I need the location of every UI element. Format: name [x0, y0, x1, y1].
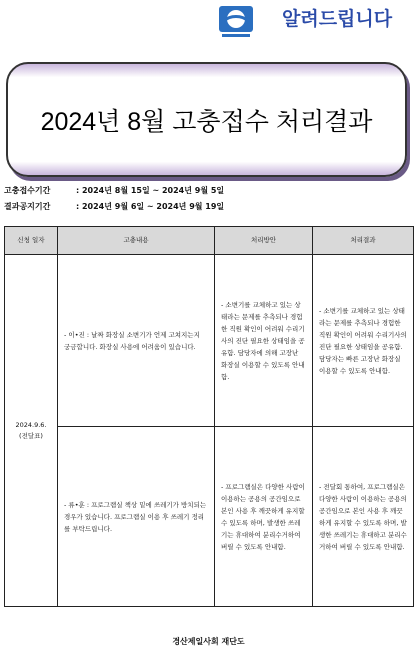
handling-result: - 소변기를 교체하고 있는 상태라는 문제를 추측되나 경험한 직원 확인이 어려워 수리기사의 진단 필요한 상태임을 공유함. 담당자는 빠른 고장난 화장실 이용할 수 있도록 안내함. [313, 255, 414, 427]
complaint-table [4, 226, 414, 607]
page-title: 2024년 8월 고충접수 처리결과 [40, 108, 373, 136]
announce-period [4, 201, 224, 212]
announce-period-label: 결과공지기간 [4, 202, 51, 211]
table-row [5, 255, 414, 427]
receipt-period [4, 185, 224, 196]
table-row [5, 427, 414, 607]
header-content: 고충내용 [58, 227, 215, 255]
receipt-period-label: 고충접수기간 [4, 186, 51, 195]
notice-title: 알려드립니다 [282, 8, 393, 30]
announce-period-value: : 2024년 9월 6일 ~ 2024년 9월 19일 [76, 202, 225, 211]
handling-plan: - 프로그램실은 다양한 사람이 이용하는 공용의 공간임으로 본인 사용 후 깨끗하게 유지할 수 있도록 하며, 발생한 쓰레기는 휴대하여 분리수거하여 버릴 수 있도록 안내함. [215, 427, 313, 607]
complaint-content: - 이•진 : 날짜 화장실 소변기가 언제 고쳐지는지 궁금합니다. 화장실 사용에 어려움이 있습니다. [58, 255, 215, 427]
complaint-content: - 류•훈 : 프로그램실 책상 밑에 쓰레기가 방치되는 경우가 있습니다. 프로그램실 이용 후 쓰레기 정리를 부탁드립니다. [58, 427, 215, 607]
header-date: 신청 일자 [5, 227, 58, 255]
handling-result: - 전달회 통하여, 프로그램실은 다양한 사람이 이용하는 공용의 공간임으로 본인 사용 후 깨끗하게 유지할 수 있도록 하며, 발생한 쓰레기는 휴대하고 분리수거하여 버릴 수 있도록 안내함. [313, 427, 414, 607]
title-banner [6, 62, 407, 177]
footer-organization: 경산제일사회 재단도 [172, 637, 245, 646]
receipt-period-value: : 2024년 8월 15일 ~ 2024년 9월 5일 [76, 186, 225, 195]
handling-plan: - 소변기를 교체하고 있는 상태라는 문제를 추측되나 경험한 직원 확인이 어려워 수리기사의 진단 필요한 상태임을 공유함. 담당자에 의해 고장난 화장실 이용할 수 있도록 안내함. [215, 255, 313, 427]
organization-logo [218, 5, 254, 39]
table-header-row [5, 227, 414, 255]
header-result: 처리결과 [313, 227, 414, 255]
request-date: 2024.9.6. (전달표) [5, 255, 58, 607]
header-plan: 처리방안 [215, 227, 313, 255]
